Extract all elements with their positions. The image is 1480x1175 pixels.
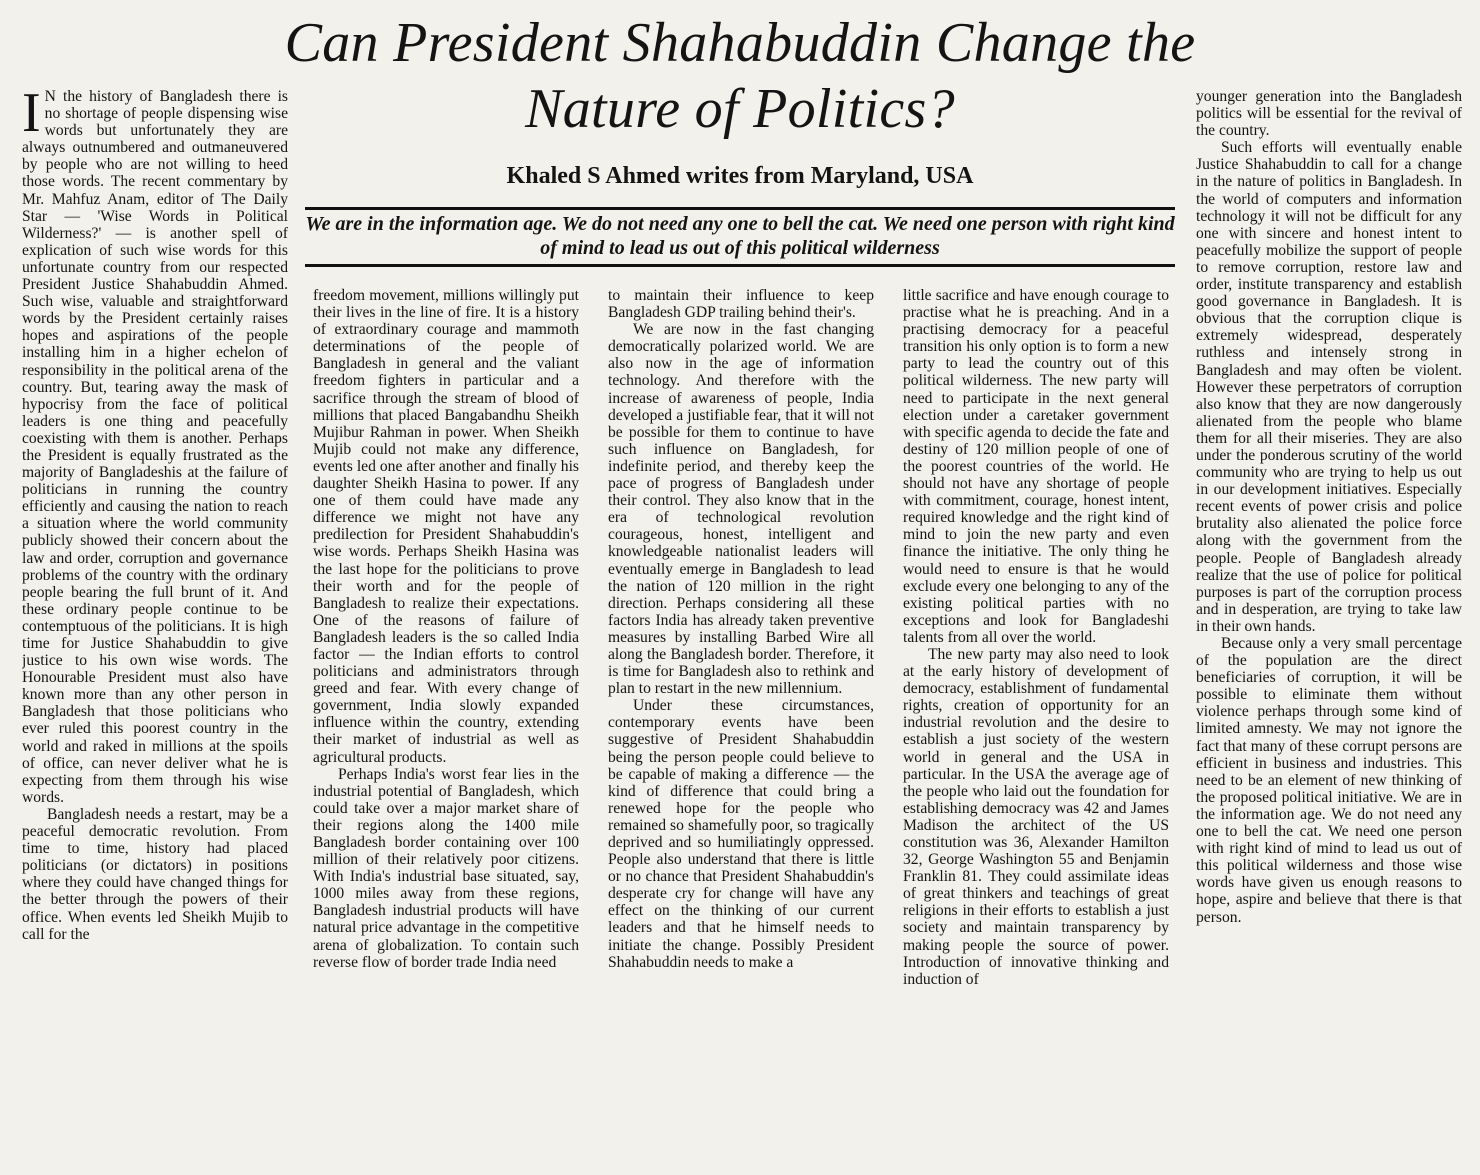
article-column-2 [313, 287, 579, 1170]
paragraph: to maintain their influence to keep Bangladesh GDP trailing behind their's. [608, 287, 874, 322]
standfirst: We are in the information age. We do not need any one to bell the cat. We need one person with right kind of mind to lead us out of this political wilderness [305, 207, 1175, 267]
paragraph: little sacrifice and have enough courage to practise what he is preaching. And in a practising democracy for a peaceful transition his only option is to form a new party to lead the country out of this political wilderness. The new party will need to participate in the next general election under a caretaker government with specific agenda to decide the fate and destiny of 120 million people of one of the poorest countries of the world. He should not have any shortage of people with commitment, courage, honest intent, required knowledge and the right kind of mind to join the new party and even finance the initiative. The only thing he would need to ensure is that he would exclude every one belonging to any of the existing political parties with no exceptions and look for Bangladeshi talents from all over the world. [903, 287, 1169, 646]
paragraph: younger generation into the Bangladesh politics will be essential for the revival of the country. [1196, 88, 1462, 140]
article-column-4 [903, 287, 1169, 1170]
paragraph: Under these circumstances, contemporary events have been suggestive of President Shahabuddin being the person people could believe to be capable of making a difference — the kind of difference that could bring a renewed hope for the people who remained so shamefully poor, so tragically deprived and so humiliatingly oppressed. People also understand that there is little or no chance that President Shahabuddin's desperate cry for change will have any effect on the thinking of our current leaders and that he himself needs to initiate the change. Possibly President Shahabuddin needs to make a [608, 697, 874, 971]
headline: Can President Shahabuddin Change the Nature of Politics? [284, 12, 1196, 140]
paragraph: The new party may also need to look at the early history of development of democracy, establishment of fundamental rights, creation of opportunity for an industrial revolution and the desire to establish a just society of the western world in general and the USA in particular. In the USA the average age of the people who laid out the foundation for establishing democracy was 42 and James Madison the architect of the US constitution was 36, Alexander Hamilton 32, George Washington 55 and Benjamin Franklin 81. They could assimilate ideas of great thinkers and teachings of great religions in their efforts to establish a just society and maintain transparency by making people the source of power. Introduction of innovative thinking and induction of [903, 645, 1169, 988]
article-column-3 [608, 287, 874, 1170]
drop-cap: I [22, 88, 41, 144]
paragraph: We are now in the fast changing democratically polarized world. We are also now in the age of information technology. And therefore with the increase of awareness of people, India developed a justifiable fear, that it will not be possible for them to continue to have such influence on Bangladesh, for indefinite period, and thereby keep the pace of progress of Bangladesh under their control. They also know that in the era of technological revolution courageous, honest, intelligent and knowledgeable nationalist leaders will eventually emerge in Bangladesh to lead the nation of 120 million in the right direction. Perhaps considering all these factors India has already taken preventive measures by installing Barbed Wire all along the Bangladesh border. Therefore, it is time for Bangladesh also to rethink and plan to restart in the new millennium. [608, 321, 874, 698]
paragraph: Bangladesh needs a restart, may be a peaceful democratic revolution. From time to time, history had placed politicians (or dictators) in positions where they could have changed things for the better through the powers of their office. When events led Sheikh Mujib to call for the [22, 805, 288, 943]
article-column-5 [1196, 88, 1462, 1170]
byline: Khaled S Ahmed writes from Maryland, USA [506, 163, 974, 189]
paragraph: Such efforts will eventually enable Justice Shahabuddin to call for a change in the nature of politics in Bangladesh. In the world of computers and information technology it will not be difficult for any one with sincere and honest intent to peacefully mobilize the support of people to remove corruption, restore law and order, institute transparency and establish good governance in Bangladesh. It is obvious that the corruption clique is extremely widespread, desperately ruthless and intensely strong in Bangladesh and may often be violent. However these perpetrators of corruption also know that they are now dangerously alienated from the people who blame them for all their miseries. They are also under the ponderous scrutiny of the world community who are trying to help us out in our development initiatives. Especially recent events of power crisis and police brutality also alienated the police force along with the government from the people. People of Bangladesh already realize that the use of police for political purposes is part of the corruption process and in desperation, are trying to take law in their own hands. [1196, 139, 1462, 635]
paragraph: Perhaps India's worst fear lies in the industrial potential of Bangladesh, which could take over a major market share of their regions along the 1400 mile Bangladesh border containing over 100 million of their relatively poor citizens. With India's industrial base situated, say, 1000 miles away from these regions, Bangladesh industrial products will have natural price advantage in the competitive arena of globalization. To contain such reverse flow of border trade India need [313, 765, 579, 971]
paragraph: Because only a very small percentage of the population are the direct beneficiaries of corruption, it will be possible to eliminate them without violence perhaps through some kind of limited amnesty. We may not ignore the fact that many of these corrupt persons are efficient in business and industries. This need to be an element of new thinking of the proposed political initiative. We are in the information age. We do not need any one to bell the cat. We need one person with right kind of mind to lead us out of this political wilderness and those wise words have given us enough reasons to hope, aspire and believe that there is that person. [1196, 635, 1462, 926]
article-column-1 [22, 88, 288, 1170]
paragraph [22, 88, 288, 806]
paragraph: freedom movement, millions willingly put their lives in the line of fire. It is a history of extraordinary courage and mammoth determinations of the people of Bangladesh in general and the valiant freedom fighters in particular and a sacrifice through the stream of blood of millions that placed Bangabandhu Sheikh Mujibur Rahman in power. When Sheikh Mujib could not make any difference, events led one after another and finally his daughter Sheikh Hasina to power. If any one of them could have made any difference we might not have any predilection for President Shahabuddin's wise words. Perhaps Sheikh Hasina was the last hope for the politicians to prove their worth and for the people of Bangladesh to realize their expectations. One of the reasons of failure of Bangladesh leaders is the so called India factor — the Indian efforts to control politicians and administrators through greed and fear. With every change of government, India slowly expanded influence within the country, extending their market of industrial as well as agricultural products. [313, 287, 579, 766]
paragraph-text: N the history of Bangladesh there is no shortage of people dispensing wise words but unfortunately they are always outnumbered and outmaneuvered by people who are not willing to heed those words. The recent commentary by Mr. Mahfuz Anam, editor of The Daily Star — 'Wise Words in Political Wilderness?' — is another spell of explication of such wise words for this unfortunate country from our respected President Justice Shahabuddin Ahmed. Such wise, valuable and straightforward words by the President certainly raises hopes and aspirations of the people installing him in a higher echelon of responsibility in the political arena of the country. But, tearing away the mask of hypocrisy from the face of political leaders is one thing and peacefully coexisting with them is another. Perhaps the President is equally frustrated as the majority of Bangladeshis at the failure of politicians in running the country efficiently and causing the nation to reach a situation where the world community publicly showed their concern about the law and order, corruption and governance problems of the country with the ordinary people bearing the full brunt of it. And these ordinary people continue to be contemptuous of the politicians. It is high time for Justice Shahabuddin to give justice to his own wise words. The Honourable President must also have known more than any other person in Bangladesh that those politicians who ever ruled this poorest country in the world and raked in millions at the spoils of office, can never deliver what he is expecting from them through his wise words. [22, 88, 288, 806]
